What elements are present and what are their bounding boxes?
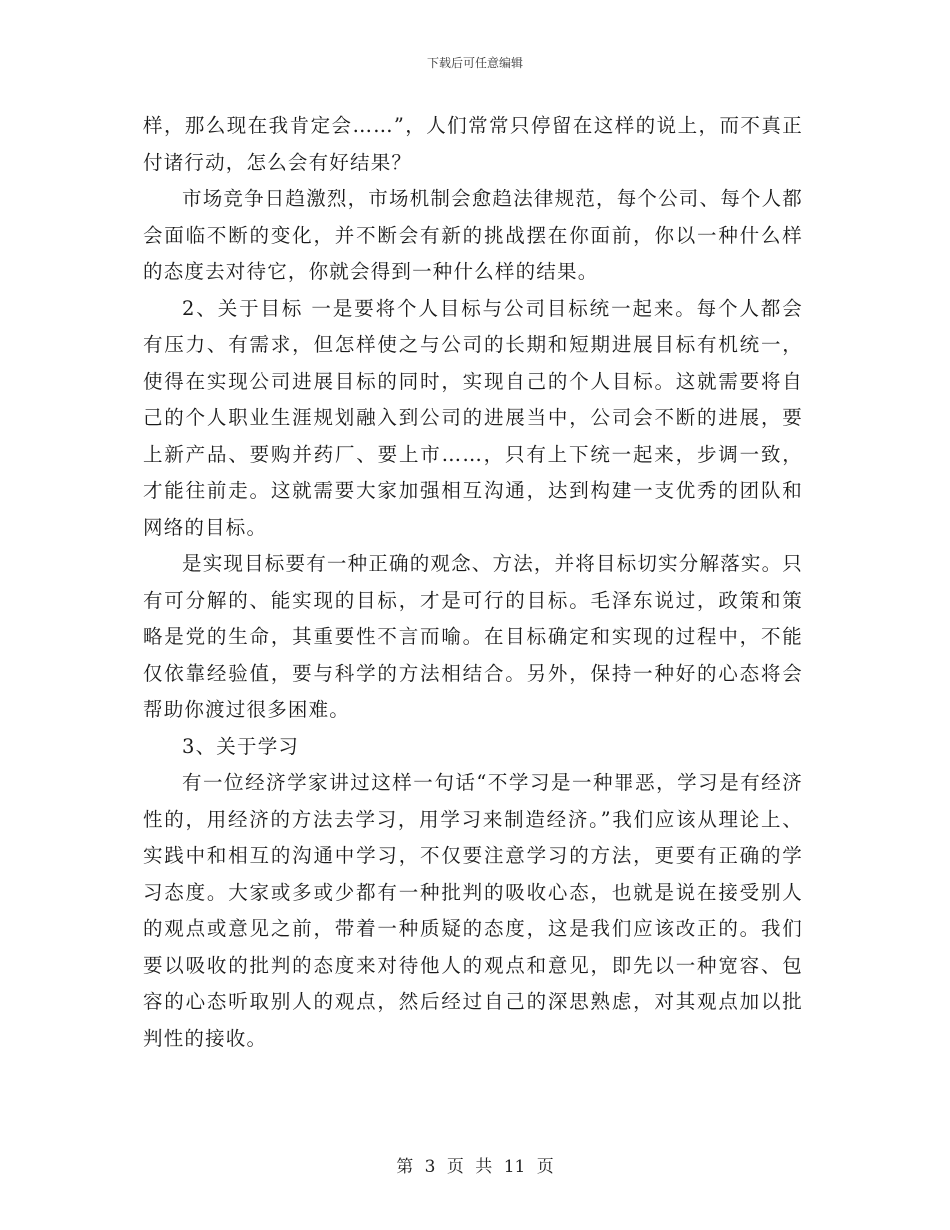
document-body <box>143 108 803 1057</box>
paragraph-goals: 2、关于目标 一是要将个人目标与公司目标统一起来。每个人都会有压力、有需求，但怎样使之与公司的长期和短期进展目标有机统一，使得在实现公司进展目标的同时，实现自己的个人目标。这就需要将自己的个人职业生涯规划融入到公司的进展当中，公司会不断的进展，要上新产品、要购并药厂、要上市……，只有上下统一起来，步调一致，才能往前走。这就需要大家加强相互沟通，达到构建一支优秀的团队和网络的目标。 <box>143 296 803 539</box>
paragraph: 是实现目标要有一种正确的观念、方法，并将目标切实分解落实。只有可分解的、能实现的目标，才是可行的目标。毛泽东说过，政策和策略是党的生命，其重要性不言而喻。在目标确定和实现的过程中，不能仅依靠经验值，要与科学的方法相结合。另外，保持一种好的心态将会帮助你渡过很多困难。 <box>143 552 804 721</box>
page-number: 第 3 页 共 11 页 <box>396 1157 554 1177</box>
paragraph: 样，那么现在我肯定会……”，人们常常只停留在这样的说上，而不真正付诸行动，怎么会有好结果？ <box>143 114 803 174</box>
section-heading-learning: 3、关于学习 <box>182 734 300 758</box>
page-header-note: 下载后可任意编辑 <box>426 56 523 70</box>
paragraph: 有一位经济学家讲过这样一句话“不学习是一种罪恶，学习是有经济性的，用经济的方法去学习，用学习来制造经济。”我们应该从理论上、实践中和相互的沟通中学习，不仅要注意学习的方法，更要有正确的学习态度。大家或多或少都有一种批判的吸收心态，也就是说在接受别人的观点或意见之前，带着一种质疑的态度，这是我们应该改正的。我们要以吸收的批判的态度来对待他人的观点和意见，即先以一种宽容、包容的心态听取别人的观点，然后经过自己的深思熟虑，对其观点加以批判性的接收。 <box>143 771 803 1050</box>
paragraph: 市场竞争日趋激烈，市场机制会愈趋法律规范，每个公司、每个人都会面临不断的变化，并不断会有新的挑战摆在你面前，你以一种什么样的态度去对待它，你就会得到一种什么样的结果。 <box>143 187 804 283</box>
